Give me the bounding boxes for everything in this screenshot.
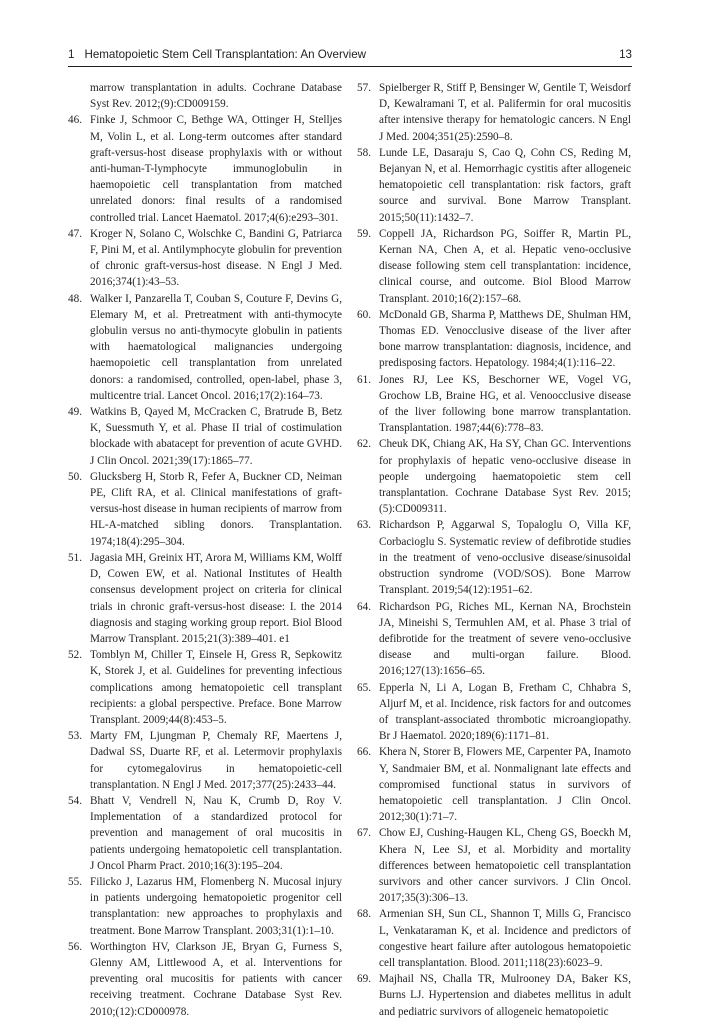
reference-item: [357, 906, 631, 971]
reference-text: Filicko J, Lazarus HM, Flomenberg N. Mucosal injury in patients undergoing hematopoietic progenitor cell transplantation: new approaches to prophylaxis and treatment. Bone Marrow Transplant. 2003;31(1):1–10.: [90, 875, 342, 937]
reference-number: 48.: [68, 292, 82, 305]
reference-item: [357, 744, 631, 825]
reference-text: Watkins B, Qayed M, McCracken C, Bratrude B, Betz K, Suessmuth Y, et al. Phase II trial of costimulation blockade with abatacept for prevention of acute GVHD. J Clin Oncol. 2021;39(17):1865–77.: [90, 406, 342, 467]
reference-text: Finke J, Schmoor C, Bethge WA, Ottinger H, Stelljes M, Volin L, et al. Long-term outcomes after standard graft-versus-host disease prophylaxis with or without anti-human-T-lymphocyte immunoglobulin in haemopoietic cell transplantation from matched unrelated donors: final results of a randomised controlled trial. Lancet Haematol. 2017;4(6):e293–301.: [90, 114, 342, 224]
reference-item: [357, 307, 631, 372]
reference-text: Jones RJ, Lee KS, Beschorner WE, Vogel VG, Grochow LB, Braine HG, et al. Venoocclusive disease of the liver following bone marrow transplantation. Transplantation. 1987;44(6):778–83.: [379, 373, 631, 435]
page-number: 13: [619, 48, 632, 61]
reference-text: Chow EJ, Cushing-Haugen KL, Cheng GS, Boeckh M, Khera N, Lee SJ, et al. Morbidity and mortality differences between hematopoietic cell transplantation survivors and other cancer survivors. J Clin Oncol. 2017;35(3):306–13.: [379, 827, 631, 905]
reference-text: Glucksberg H, Storb R, Fefer A, Buckner CD, Neiman PE, Clift RA, et al. Clinical manifestations of graft-versus-host disease in human recipients of marrow from HL-A-matched sibling donors. Transplantation. 1974;18(4):295–304.: [90, 470, 342, 548]
reference-number: 54.: [68, 794, 82, 807]
chapter-title: Hematopoietic Stem Cell Transplantation: An Overview: [84, 48, 367, 61]
reference-text: Spielberger R, Stiff P, Bensinger W, Gentile T, Weisdorf D, Kewalramani T, et al. Palifermin for oral mucositis after intensive therapy for hematologic cancers. N Engl J Med. 2004;351(25):2590–8.: [379, 82, 631, 143]
reference-item: [68, 226, 342, 291]
reference-item: [68, 550, 342, 647]
reference-number: 55.: [68, 875, 82, 888]
reference-item: [357, 971, 631, 1020]
reference-number: 65.: [357, 681, 371, 694]
reference-number: 57.: [357, 82, 371, 94]
reference-number: 62.: [357, 438, 371, 451]
chapter-number: 1: [68, 48, 75, 61]
reference-item: [357, 145, 631, 226]
reference-item: [357, 599, 631, 680]
reference-number: 68.: [357, 908, 371, 921]
reference-text: Richardson PG, Riches ML, Kernan NA, Brochstein JA, Mineishi S, Termuhlen AM, et al. Phase 3 trial of defibrotide for the treatment of severe veno-occlusive disease and multi-organ failure. Blood. 2016;127(13):1656–65.: [379, 600, 631, 678]
reference-text: Jagasia MH, Greinix HT, Arora M, Williams KM, Wolff D, Cowen EW, et al. National Institutes of Health consensus development project on criteria for clinical trials in chronic graft-versus-host disease: I. the 2014 diagnosis and staging working group report. Biol Blood Marrow Transplant. 2015;21(3):389–401. e1: [90, 551, 342, 645]
reference-item: [68, 793, 342, 874]
reference-number: 50.: [68, 470, 82, 483]
reference-number: 66.: [357, 746, 371, 759]
reference-item: [357, 680, 631, 745]
reference-item: [357, 825, 631, 906]
reference-number: 61.: [357, 373, 371, 386]
reference-text: McDonald GB, Sharma P, Matthews DE, Shulman HM, Thomas ED. Venocclusive disease of the liver after bone marrow transplantation: diagnosis, incidence, and predisposing factors. Hepatology. 1984;4(1):116–22.: [379, 308, 631, 370]
reference-text: Coppell JA, Richardson PG, Soiffer R, Martin PL, Kernan NA, Chen A, et al. Hepatic veno-occlusive disease following stem cell transplantation: incidence, clinical course, and outcome. Biol Blood Marrow Transplant. 2010;16(2):157–68.: [379, 227, 631, 305]
reference-number: 67.: [357, 827, 371, 840]
reference-continuation: [68, 80, 342, 112]
reference-number: 69.: [357, 973, 371, 986]
reference-text: Kroger N, Solano C, Wolschke C, Bandini G, Patriarca F, Pini M, et al. Antilymphocyte globulin for prevention of chronic graft-versus-host disease. N Engl J Med. 2016;374(1):43–53.: [90, 227, 342, 289]
reference-text: Khera N, Storer B, Flowers ME, Carpenter PA, Inamoto Y, Sandmaier BM, et al. Nonmalignant late effects and compromised functional status in survivors of hematopoietic cell transplantation. J Clin Oncol. 2012;30(1):71–7.: [379, 746, 631, 824]
left-column: [68, 80, 342, 1020]
reference-number: 53.: [68, 730, 82, 743]
reference-item: [357, 372, 631, 437]
reference-item: [357, 80, 631, 145]
reference-number: 64.: [357, 600, 371, 613]
reference-text: Bhatt V, Vendrell N, Nau K, Crumb D, Roy V. Implementation of a standardized protocol for prevention and management of oral mucositis in patients undergoing hematopoietic cell transplantation. J Oncol Pharm Pract. 2010;16(3):195–204.: [90, 794, 342, 872]
reference-number: 60.: [357, 308, 371, 321]
reference-item: [357, 517, 631, 598]
reference-number: 47.: [68, 227, 82, 240]
running-header: [68, 45, 632, 65]
reference-number: 49.: [68, 406, 82, 419]
reference-number: 58.: [357, 146, 371, 159]
reference-item: [357, 436, 631, 517]
reference-item: [68, 291, 342, 404]
reference-number: 56.: [68, 940, 82, 953]
header-rule: [68, 66, 632, 67]
reference-item: [68, 112, 342, 225]
reference-item: [68, 874, 342, 939]
reference-text: Cheuk DK, Chiang AK, Ha SY, Chan GC. Interventions for prophylaxis of hepatic veno-occlusive disease in people undergoing haematopoietic stem cell transplantation. Cochrane Database Syst Rev. 2015;(5):CD009311.: [379, 438, 631, 516]
reference-text: Epperla N, Li A, Logan B, Fretham C, Chhabra S, Aljurf M, et al. Incidence, risk factors for and outcomes of transplant-associated thrombotic microangiopathy. Br J Haematol. 2020;189(6):1171–81.: [379, 681, 631, 743]
reference-text: Tomblyn M, Chiller T, Einsele H, Gress R, Sepkowitz K, Storek J, et al. Guidelines for preventing infectious complications among hematopoietic cell transplant recipients: a global perspective. Preface. Bone Marrow Transplant. 2009;44(8):453–5.: [90, 649, 342, 726]
reference-text: Walker I, Panzarella T, Couban S, Couture F, Devins G, Elemary M, et al. Pretreatment with anti-thymocyte globulin versus no anti-thymocyte globulin in patients with haematological malignancies undergoing haemopoietic cell transplantation from unrelated donors: a randomised, controlled, open-label, phase 3, multicentre trial. Lancet Oncol. 2016;17(2):164–73.: [90, 292, 342, 402]
reference-item: [68, 469, 342, 550]
reference-text: Majhail NS, Challa TR, Mulrooney DA, Baker KS, Burns LJ. Hypertension and diabetes mellitus in adult and pediatric survivors of allogeneic hematopoietic: [379, 973, 631, 1018]
reference-number: 59.: [357, 227, 371, 240]
reference-item: [68, 939, 342, 1020]
right-column: [357, 80, 631, 1020]
reference-text: Marty FM, Ljungman P, Chemaly RF, Maertens J, Dadwal SS, Duarte RF, et al. Letermovir prophylaxis for cytomegalovirus in hematopoietic-cell transplantation. N Engl J Med. 2017;377(25):2433–44.: [90, 730, 342, 791]
reference-item: [357, 226, 631, 307]
reference-number: 63.: [357, 519, 371, 532]
reference-text: Lunde LE, Dasaraju S, Cao Q, Cohn CS, Reding M, Bejanyan N, et al. Hemorrhagic cystitis after allogeneic hematopoietic cell transplantation: risk factors, graft source and survival. Bone Marrow Transplant. 2015;50(11):1432–7.: [379, 146, 631, 224]
reference-number: 52.: [68, 649, 82, 662]
reference-text: Richardson P, Aggarwal S, Topaloglu O, Villa KF, Corbacioglu S. Systematic review of defibrotide studies in the treatment of veno-occlusive disease/sinusoidal obstruction syndrome (VOD/SOS). Bone Marrow Transplant. 2019;54(12):1951–62.: [379, 519, 631, 597]
reference-number: 51.: [68, 551, 82, 564]
reference-item: [68, 728, 342, 793]
reference-number: 46.: [68, 114, 82, 127]
reference-text: marrow transplantation in adults. Cochrane Database Syst Rev. 2012;(9):CD009159.: [90, 82, 342, 111]
reference-text: Armenian SH, Sun CL, Shannon T, Mills G, Francisco L, Venkataraman K, et al. Incidence and predictors of congestive heart failure after autologous hematopoietic cell transplantation. Blood. 2011;118(23):6023–9.: [379, 908, 631, 969]
reference-text: Worthington HV, Clarkson JE, Bryan G, Furness S, Glenny AM, Littlewood A, et al. Interventions for preventing oral mucositis for patients with cancer receiving treatment. Cochrane Database Syst Rev. 2010;(12):CD000978.: [90, 940, 342, 1018]
reference-item: [68, 647, 342, 728]
reference-item: [68, 404, 342, 469]
